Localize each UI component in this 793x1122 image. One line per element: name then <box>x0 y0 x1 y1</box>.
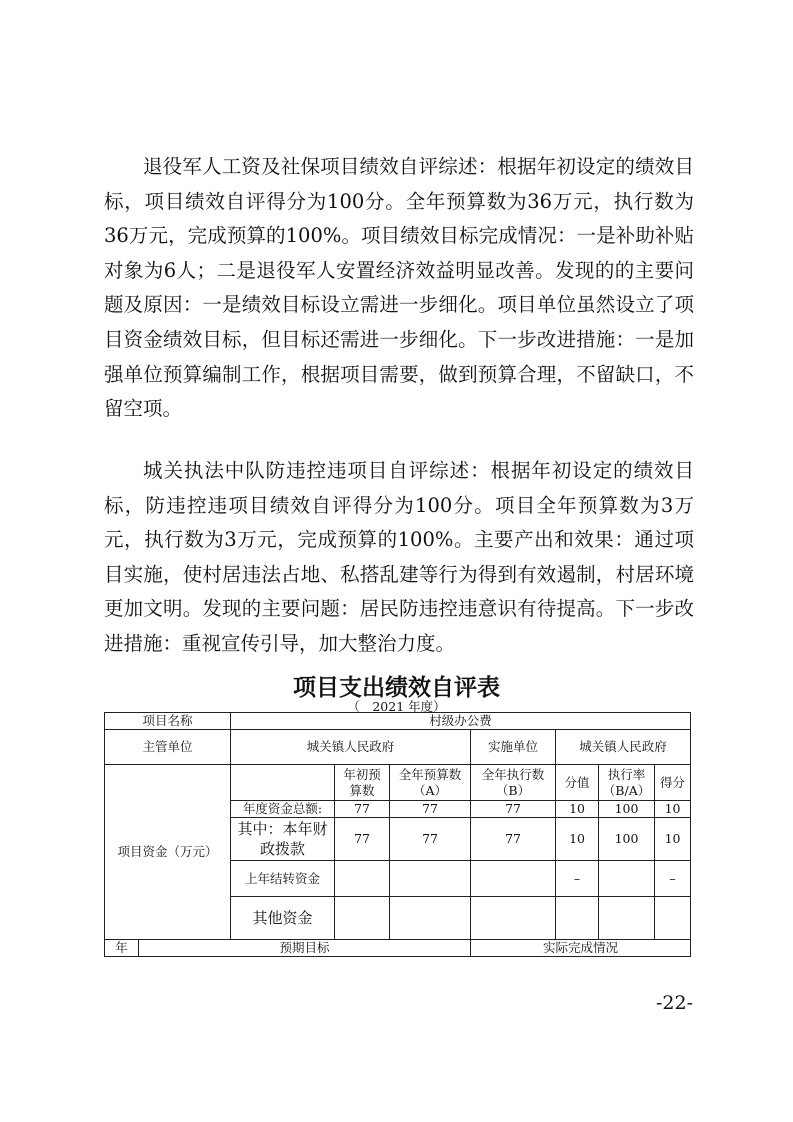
cell-rate: 100 <box>599 818 655 861</box>
row-label: 年度资金总额: <box>231 801 335 818</box>
table-title: 项目支出绩效自评表 <box>293 675 500 701</box>
cell-initial <box>335 897 390 940</box>
dept-value: 城关镇人民政府 <box>231 730 471 765</box>
cell-score: – <box>655 861 691 897</box>
header-exec-rate: 执行率（B/A） <box>599 765 655 801</box>
cell-score: 10 <box>655 801 691 818</box>
row-label: 上年结转资金 <box>231 861 335 897</box>
cell-rate: 100 <box>599 801 655 818</box>
project-name-label: 项目名称 <box>105 713 231 730</box>
cell-budget <box>390 897 471 940</box>
cell-budget <box>390 861 471 897</box>
header-annual-budget: 全年预算数（A） <box>390 765 471 801</box>
project-name-value: 村级办公费 <box>231 713 691 730</box>
table-subtitle: （ 2021 年度） <box>347 699 446 714</box>
page-number: -22- <box>655 992 693 1014</box>
cell-exec <box>471 897 556 940</box>
cell-score <box>655 897 691 940</box>
cell-exec: 77 <box>471 801 556 818</box>
header-score-value: 分值 <box>556 765 599 801</box>
table-row <box>105 730 691 765</box>
cell-budget: 77 <box>390 801 471 818</box>
dept-label: 主管单位 <box>105 730 231 765</box>
cell-exec: 77 <box>471 818 556 861</box>
header-score: 得分 <box>655 765 691 801</box>
cell-score: 10 <box>655 818 691 861</box>
cell-rate <box>599 897 655 940</box>
row-label: 其他资金 <box>231 897 335 940</box>
header-blank <box>231 765 335 801</box>
header-annual-exec: 全年执行数（B） <box>471 765 556 801</box>
impl-value: 城关镇人民政府 <box>556 730 691 765</box>
paragraph-veterans: 退役军人工资及社保项目绩效自评综述：根据年初设定的绩效目标，项目绩效自评得分为100分。全年预算数为36万元，执行数为36万元，完成预算的100%。项目绩效目标完成情况：一是补助补贴对象为6人；二是退役军人安置经济效益明显改善。发现的的主要问题及原因：一是绩效目标设立需进一步细化。项目单位虽然设立了项目资金绩效目标，但目标还需进一步细化。下一步改进措施：一是加强单位预算编制工作，根据项目需要，做到预算合理，不留缺口，不留空项。 <box>104 155 694 421</box>
cell-initial: 77 <box>335 818 390 861</box>
table-row <box>105 940 691 957</box>
cell-initial: 77 <box>335 801 390 818</box>
table-row <box>105 713 691 730</box>
cell-value: – <box>556 861 599 897</box>
paragraph-law-enforcement: 城关执法中队防违控违项目自评综述：根据年初设定的绩效目标，防违控违项目绩效自评得分为100分。项目全年预算数为3万元，执行数为3万元，完成预算的100%。主要产出和效果：通过项目实施，使村居违法占地、私搭乱建等行为得到有效遏制，村居环境更加文明。发现的主要问题：居民防违控违意识有待提高。下一步改进措施：重视宣传引导，加大整治力度。 <box>104 459 694 655</box>
row-label: 其中：本年财政拨款 <box>231 818 335 861</box>
table-row <box>105 765 691 801</box>
actual-completion-label: 实际完成情况 <box>471 940 691 957</box>
impl-label: 实施单位 <box>471 730 556 765</box>
expected-goals-label: 预期目标 <box>139 940 471 957</box>
cell-initial <box>335 861 390 897</box>
cell-budget: 77 <box>390 818 471 861</box>
cell-value <box>556 897 599 940</box>
evaluation-table <box>104 712 691 957</box>
funds-label: 项目资金（万元） <box>105 765 231 940</box>
cell-value: 10 <box>556 818 599 861</box>
header-initial-budget: 年初预算数 <box>335 765 390 801</box>
cell-rate <box>599 861 655 897</box>
cell-exec <box>471 861 556 897</box>
year-label: 年 <box>105 940 139 957</box>
cell-value: 10 <box>556 801 599 818</box>
